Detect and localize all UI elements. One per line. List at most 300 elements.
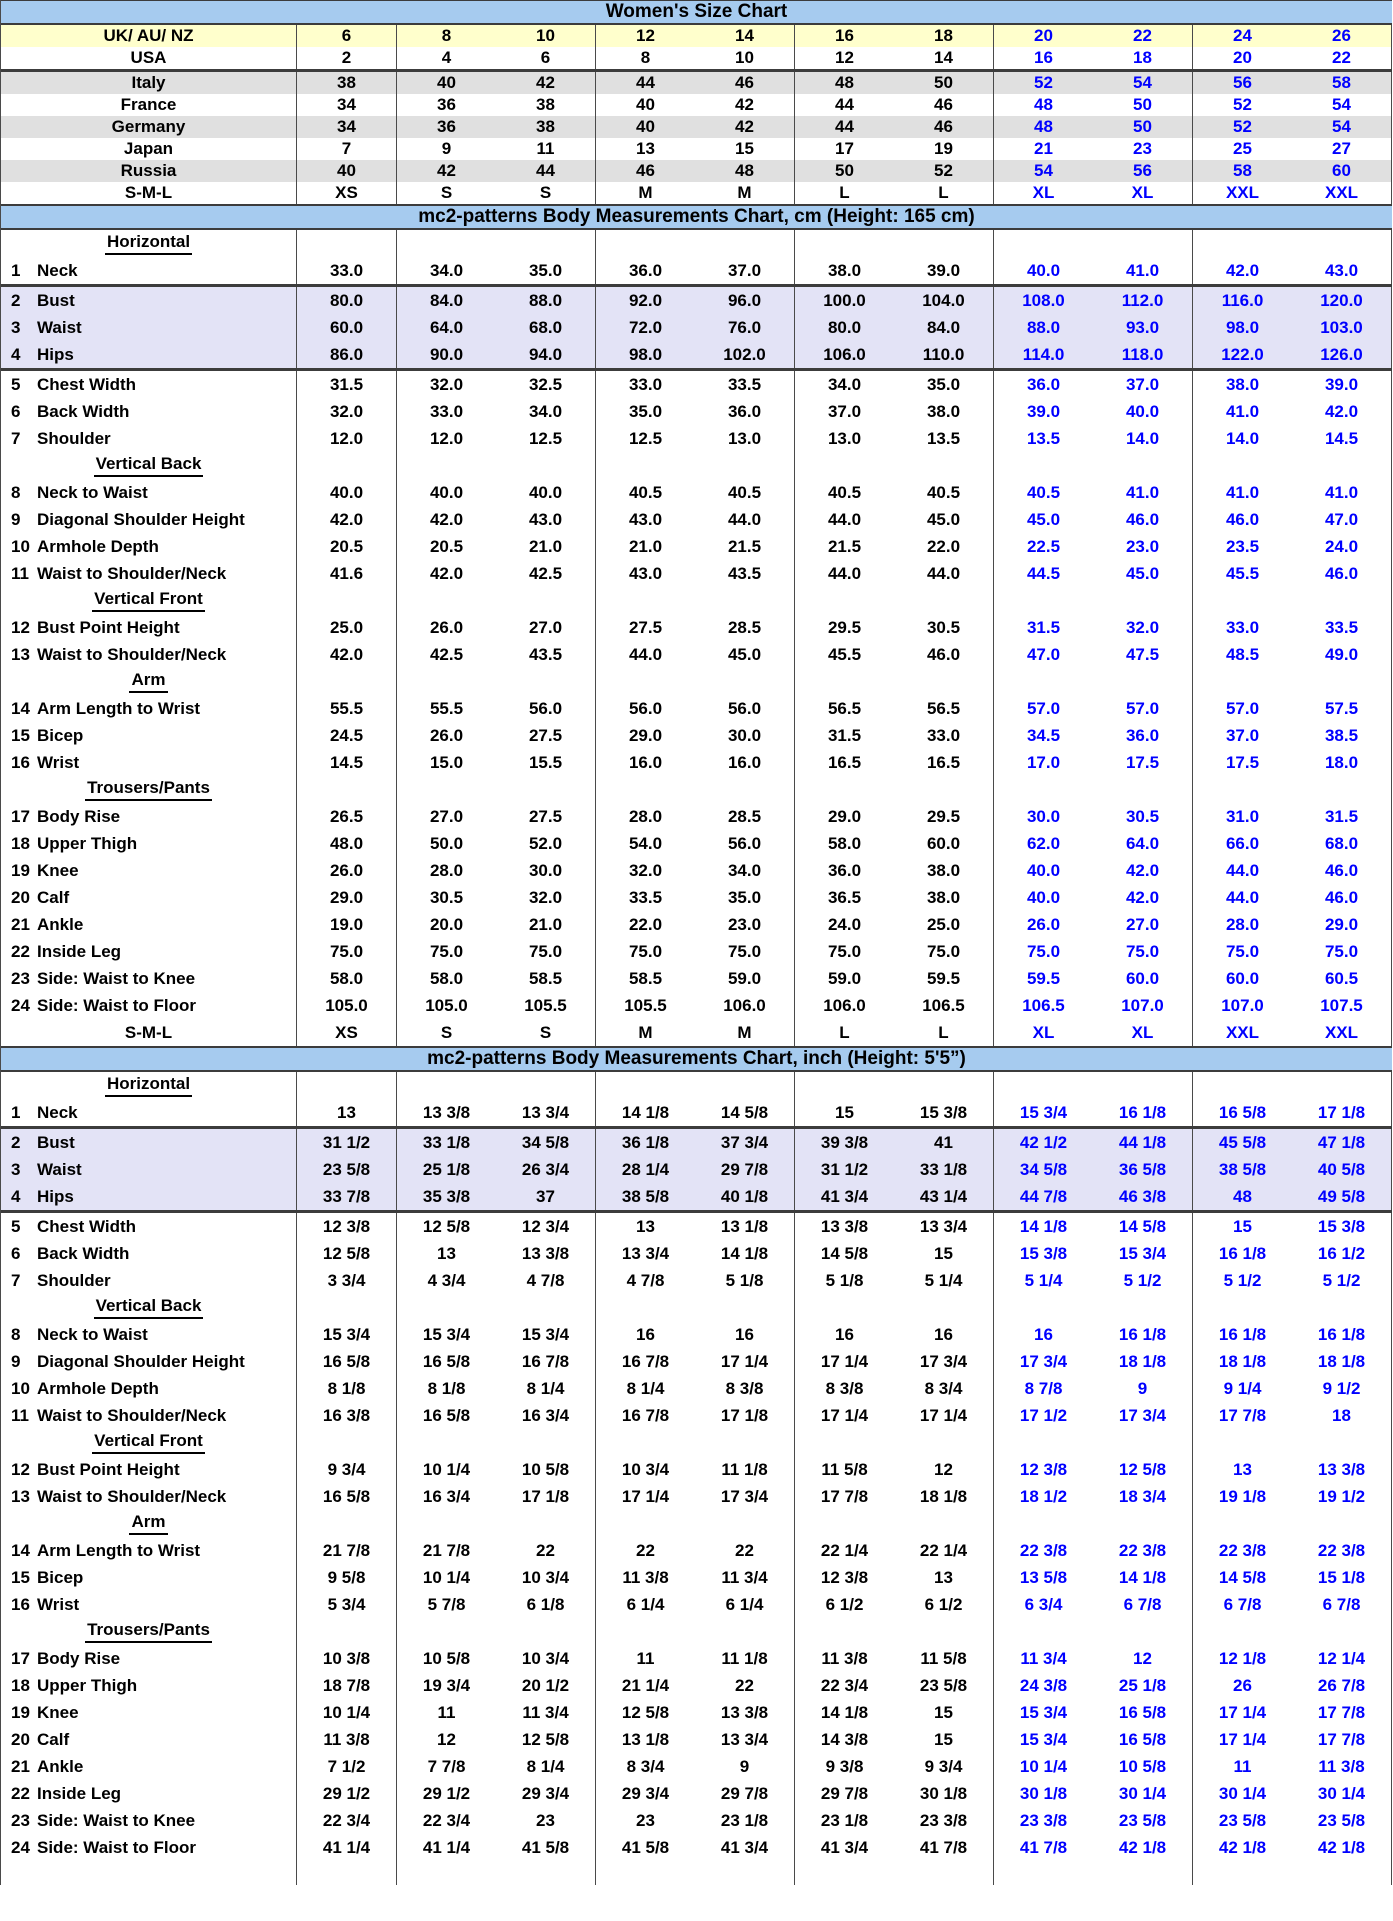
- value-cell: 12: [1093, 1645, 1193, 1672]
- table-row-body-rise: [1, 1645, 1392, 1672]
- value-cell: 13: [636, 139, 655, 158]
- value-cell: [1093, 230, 1193, 257]
- value-cell: [994, 230, 1093, 257]
- table-row-upper-thigh: [1, 1672, 1392, 1699]
- value-cell: 22.0: [894, 533, 994, 560]
- value-cell: 22: [1292, 47, 1392, 69]
- row-label: [1, 1072, 297, 1099]
- row-label-text: Side: Waist to Floor: [37, 995, 196, 1015]
- row-number: 1: [11, 1102, 21, 1122]
- value-cell: [1093, 1510, 1193, 1537]
- value-cell: 42: [496, 72, 596, 94]
- value-cell: 16: [695, 1321, 795, 1348]
- value-cell: 23 1/8: [820, 1810, 869, 1830]
- value-cell: 57.0: [1093, 695, 1193, 722]
- value-cell: 33.0: [894, 722, 994, 749]
- value-cell: 76.0: [695, 314, 795, 341]
- value-cell: 54.0: [628, 833, 663, 853]
- value-cell: 54: [1034, 161, 1053, 180]
- value-cell: 30.0: [496, 857, 596, 884]
- value-cell: 30 1/4: [1093, 1780, 1193, 1807]
- value-cell: 16 5/8: [422, 1405, 471, 1425]
- value-cell: 49 5/8: [1292, 1183, 1392, 1210]
- row-number: 18: [11, 833, 30, 853]
- row-label-text: Arm Length to Wrist: [37, 1540, 201, 1560]
- value-cell: 16 7/8: [621, 1405, 670, 1425]
- value-cell: 114.0: [1022, 344, 1065, 364]
- value-cell: [894, 1072, 994, 1099]
- value-cell: 41 3/4: [695, 1834, 795, 1861]
- table-row-hips: [1, 341, 1392, 371]
- value-cell: 58.5: [496, 965, 596, 992]
- table-row-diagonal-shoulder-height: [1, 506, 1392, 533]
- value-cell: 22.5: [1026, 536, 1061, 556]
- value-cell: [994, 668, 1093, 695]
- value-cell: 106.5: [894, 992, 994, 1019]
- value-cell: 22: [1093, 25, 1193, 47]
- table-row-armhole-depth: [1, 533, 1392, 560]
- value-cell: 15 3/8: [1292, 1213, 1392, 1240]
- table-row-uk-au-nz: [1, 25, 1392, 47]
- row-label: [1, 1213, 297, 1240]
- value-cell: 33 7/8: [297, 1183, 397, 1210]
- value-cell: 37.0: [1225, 725, 1260, 745]
- value-cell: [994, 1618, 1093, 1645]
- table-row-neck: [1, 1099, 1392, 1126]
- value-cell: 44.0: [827, 563, 862, 583]
- value-cell: 41.0: [1093, 479, 1193, 506]
- value-cell: 42.0: [429, 563, 464, 583]
- row-number: 8: [11, 1324, 21, 1344]
- value-cell: 16 1/8: [1218, 1324, 1267, 1344]
- value-cell: 13 3/8: [1292, 1456, 1392, 1483]
- value-cell: 16: [835, 1324, 854, 1344]
- value-cell: [397, 776, 496, 803]
- value-cell: [397, 1618, 496, 1645]
- value-cell: 18: [1292, 1402, 1392, 1429]
- row-label: [1, 116, 297, 138]
- value-cell: [994, 776, 1093, 803]
- value-cell: [397, 587, 496, 614]
- row-number: 22: [11, 941, 30, 961]
- value-cell: 40: [437, 73, 456, 92]
- value-cell: 10 5/8: [422, 1648, 471, 1668]
- value-cell: 24.0: [1292, 533, 1392, 560]
- row-label-text: Neck to Waist: [37, 482, 148, 502]
- row-label-text: Waist: [37, 1159, 82, 1179]
- value-cell: 16: [1034, 1324, 1053, 1344]
- value-cell: 46.0: [894, 641, 994, 668]
- value-cell: 45 5/8: [1218, 1132, 1267, 1152]
- row-number: 24: [11, 1837, 30, 1857]
- value-cell: [994, 1510, 1093, 1537]
- value-cell: 17 1/8: [1292, 1099, 1392, 1126]
- value-cell: 50: [894, 72, 994, 94]
- row-label-text: Bust: [37, 290, 75, 310]
- row-number: 12: [11, 617, 30, 637]
- value-cell: [297, 1861, 397, 1885]
- value-cell: 33.5: [1292, 614, 1392, 641]
- value-cell: XL: [1032, 1022, 1055, 1042]
- section-label: Trousers/Pants: [85, 1620, 212, 1643]
- value-cell: 37.0: [827, 401, 862, 421]
- row-label: [1, 72, 297, 94]
- value-cell: 57.0: [1225, 698, 1260, 718]
- row-label-text: Ankle: [37, 914, 84, 934]
- value-cell: 9 1/2: [1292, 1375, 1392, 1402]
- value-cell: 9: [695, 1753, 795, 1780]
- value-cell: [596, 1429, 695, 1456]
- value-cell: 22 1/4: [820, 1540, 869, 1560]
- row-number: 23: [11, 1810, 30, 1830]
- row-label-text: Upper Thigh: [37, 1675, 138, 1695]
- value-cell: 17 7/8: [1292, 1699, 1392, 1726]
- row-number: 13: [11, 644, 30, 664]
- value-cell: 30 1/4: [1292, 1780, 1392, 1807]
- value-cell: 50: [835, 161, 854, 180]
- value-cell: [695, 1294, 795, 1321]
- row-label: [1, 1699, 297, 1726]
- value-cell: 27.0: [496, 614, 596, 641]
- value-cell: 12 3/8: [820, 1567, 869, 1587]
- value-cell: 44 1/8: [1093, 1129, 1193, 1156]
- value-cell: 23 5/8: [894, 1672, 994, 1699]
- value-cell: 56.0: [496, 695, 596, 722]
- value-cell: 16 5/8: [1093, 1699, 1193, 1726]
- row-number: 11: [11, 563, 29, 583]
- value-cell: 42.0: [1292, 398, 1392, 425]
- value-cell: [1193, 1429, 1292, 1456]
- value-cell: XL: [1032, 183, 1055, 202]
- value-cell: M: [638, 183, 653, 202]
- row-label: [1, 1618, 297, 1645]
- row-label: [1, 641, 297, 668]
- value-cell: [596, 230, 695, 257]
- value-cell: [695, 1861, 795, 1885]
- table-row-vertical-back: [1, 1294, 1392, 1321]
- table-row-side-waist-to-floor: [1, 1834, 1392, 1861]
- row-number: 14: [11, 698, 30, 718]
- value-cell: 9 3/4: [297, 1456, 397, 1483]
- row-label-text: S-M-L: [124, 183, 173, 202]
- value-cell: 11: [636, 1648, 655, 1668]
- row-label: [1, 506, 297, 533]
- value-cell: 18 1/8: [1093, 1348, 1193, 1375]
- value-cell: 16 1/8: [1093, 1099, 1193, 1126]
- value-cell: 18 1/8: [1218, 1351, 1267, 1371]
- table-row-waist-to-shoulder-neck: [1, 1402, 1392, 1429]
- value-cell: 7 1/2: [297, 1753, 397, 1780]
- value-cell: 86.0: [297, 341, 397, 368]
- value-cell: 26.0: [429, 617, 464, 637]
- value-cell: 12.0: [297, 425, 397, 452]
- row-label-text: UK/ AU/ NZ: [103, 26, 194, 45]
- value-cell: [496, 452, 596, 479]
- value-cell: 13 3/8: [695, 1699, 795, 1726]
- value-cell: 45.5: [827, 644, 862, 664]
- value-cell: [1292, 452, 1392, 479]
- value-cell: 36.0: [695, 398, 795, 425]
- value-cell: 19 3/4: [422, 1675, 471, 1695]
- value-cell: [795, 230, 894, 257]
- value-cell: [894, 1618, 994, 1645]
- value-cell: 17 1/4: [621, 1486, 670, 1506]
- value-cell: S: [440, 1022, 453, 1042]
- row-label: [1, 1483, 297, 1510]
- row-label-text: Waist to Shoulder/Neck: [37, 1486, 227, 1506]
- value-cell: 29.5: [827, 617, 862, 637]
- value-cell: 17 1/4: [894, 1402, 994, 1429]
- table-row-s-m-l: [1, 1019, 1392, 1046]
- value-cell: 38.0: [894, 398, 994, 425]
- value-cell: [1193, 1294, 1292, 1321]
- row-number: 20: [11, 1729, 30, 1749]
- value-cell: 21 7/8: [422, 1540, 471, 1560]
- value-cell: [695, 1429, 795, 1456]
- value-cell: 12 5/8: [297, 1240, 397, 1267]
- row-number: 2: [11, 1132, 21, 1152]
- value-cell: 8: [640, 48, 651, 67]
- table-row-back-width: [1, 1240, 1392, 1267]
- value-cell: 23: [496, 1807, 596, 1834]
- value-cell: 23 5/8: [1218, 1810, 1267, 1830]
- value-cell: 14.5: [297, 749, 397, 776]
- value-cell: 27.5: [628, 617, 663, 637]
- value-cell: 8 1/8: [427, 1378, 466, 1398]
- value-cell: 44: [636, 73, 655, 92]
- table-row-neck: [1, 257, 1392, 284]
- table-row-knee: [1, 857, 1392, 884]
- value-cell: 35.0: [894, 371, 994, 398]
- row-number: 19: [11, 1702, 30, 1722]
- value-cell: 13 3/8: [496, 1240, 596, 1267]
- value-cell: 15.0: [429, 752, 464, 772]
- value-cell: 8 7/8: [1024, 1378, 1063, 1398]
- value-cell: [1292, 587, 1392, 614]
- table-row-waist: [1, 314, 1392, 341]
- value-cell: 116.0: [1221, 290, 1264, 310]
- row-number: 9: [11, 1351, 21, 1371]
- row-number: 15: [11, 1567, 30, 1587]
- value-cell: S: [496, 182, 596, 204]
- value-cell: 35.0: [628, 401, 663, 421]
- value-cell: 20.0: [429, 914, 464, 934]
- value-cell: [795, 776, 894, 803]
- value-cell: 17.0: [1026, 752, 1061, 772]
- value-cell: 50.0: [429, 833, 464, 853]
- table-row-bust: [1, 284, 1392, 314]
- value-cell: 11 3/8: [297, 1726, 397, 1753]
- value-cell: 80.0: [297, 287, 397, 314]
- value-cell: 40.5: [894, 479, 994, 506]
- value-cell: 15 3/4: [422, 1324, 471, 1344]
- table-row-bust-point-height: [1, 1456, 1392, 1483]
- value-cell: 42.0: [429, 509, 464, 529]
- table-row-horizontal: [1, 1072, 1392, 1099]
- value-cell: 9: [1093, 1375, 1193, 1402]
- value-cell: M: [695, 1019, 795, 1046]
- value-cell: [994, 587, 1093, 614]
- value-cell: [695, 452, 795, 479]
- value-cell: [894, 776, 994, 803]
- value-cell: 45.0: [695, 641, 795, 668]
- table-row-vertical-front: [1, 587, 1392, 614]
- value-cell: 98.0: [628, 344, 663, 364]
- value-cell: 84.0: [894, 314, 994, 341]
- value-cell: [1093, 776, 1193, 803]
- row-number: 19: [11, 860, 30, 880]
- value-cell: 17.5: [1093, 749, 1193, 776]
- value-cell: 23 1/8: [695, 1807, 795, 1834]
- value-cell: 49.0: [1292, 641, 1392, 668]
- row-label: [1, 1429, 297, 1456]
- value-cell: 88.0: [496, 287, 596, 314]
- value-cell: [496, 587, 596, 614]
- value-cell: 14: [695, 25, 795, 47]
- row-label-text: Waist: [37, 317, 82, 337]
- value-cell: 45.0: [894, 506, 994, 533]
- row-label: [1, 1294, 297, 1321]
- value-cell: 34.5: [1026, 725, 1061, 745]
- value-cell: 39.0: [1026, 401, 1061, 421]
- value-cell: 42.0: [297, 641, 397, 668]
- value-cell: 15 3/8: [894, 1099, 994, 1126]
- value-cell: 16 1/8: [1218, 1243, 1267, 1263]
- value-cell: 22 3/4: [422, 1810, 471, 1830]
- value-cell: 98.0: [1225, 317, 1260, 337]
- value-cell: [894, 1861, 994, 1885]
- value-cell: 29.0: [1292, 911, 1392, 938]
- value-cell: 38.0: [894, 857, 994, 884]
- value-cell: 88.0: [1026, 317, 1061, 337]
- value-cell: 126.0: [1292, 341, 1392, 368]
- value-cell: 8 3/8: [695, 1375, 795, 1402]
- value-cell: [397, 668, 496, 695]
- value-cell: 23 5/8: [297, 1156, 397, 1183]
- table-row-usa: [1, 47, 1392, 72]
- row-number: 21: [11, 914, 30, 934]
- value-cell: [397, 1861, 496, 1885]
- value-cell: 24.0: [827, 914, 862, 934]
- value-cell: 56.0: [695, 830, 795, 857]
- value-cell: [496, 668, 596, 695]
- table-row-chest-width: [1, 1213, 1392, 1240]
- value-cell: 47.0: [1292, 506, 1392, 533]
- value-cell: 15: [894, 1699, 994, 1726]
- value-cell: 9 1/4: [1223, 1378, 1262, 1398]
- value-cell: 22: [695, 1537, 795, 1564]
- value-cell: 41.0: [1093, 257, 1193, 284]
- row-label: [1, 398, 297, 425]
- value-cell: 6 7/8: [1093, 1591, 1193, 1618]
- table-row-italy: [1, 72, 1392, 94]
- value-cell: 40.5: [695, 479, 795, 506]
- table-row-ankle: [1, 911, 1392, 938]
- value-cell: [795, 1294, 894, 1321]
- value-cell: 32.5: [496, 371, 596, 398]
- value-cell: 3 3/4: [297, 1267, 397, 1294]
- value-cell: 11 3/4: [695, 1564, 795, 1591]
- value-cell: [795, 1429, 894, 1456]
- value-cell: 13: [437, 1243, 456, 1263]
- row-label-text: Shoulder: [37, 428, 111, 448]
- value-cell: 62.0: [1026, 833, 1061, 853]
- row-label-text: Germany: [111, 117, 186, 136]
- value-cell: 42 1/8: [1218, 1837, 1267, 1857]
- value-cell: [994, 452, 1093, 479]
- inch-measurements-table: [1, 1072, 1392, 1885]
- row-label: [1, 1726, 297, 1753]
- value-cell: 22: [496, 1537, 596, 1564]
- row-number: 15: [11, 725, 30, 745]
- value-cell: 43 1/4: [894, 1183, 994, 1210]
- row-number: 7: [11, 1270, 21, 1290]
- value-cell: 34.0: [695, 857, 795, 884]
- table-row-russia: [1, 160, 1392, 182]
- value-cell: 12: [835, 48, 854, 67]
- value-cell: [496, 776, 596, 803]
- value-cell: [1193, 1072, 1292, 1099]
- value-cell: 14.0: [1225, 428, 1260, 448]
- value-cell: 46.0: [1292, 560, 1392, 587]
- row-label: [1, 992, 297, 1019]
- value-cell: 17 3/4: [1093, 1402, 1193, 1429]
- row-number: 17: [11, 806, 30, 826]
- value-cell: 6 7/8: [1292, 1591, 1392, 1618]
- value-cell: 41.0: [1225, 401, 1260, 421]
- value-cell: [894, 230, 994, 257]
- value-cell: 75.0: [1225, 941, 1260, 961]
- table-row-trousers-pants: [1, 776, 1392, 803]
- value-cell: 14 1/8: [1093, 1564, 1193, 1591]
- value-cell: 13: [1233, 1459, 1252, 1479]
- value-cell: [894, 1510, 994, 1537]
- value-cell: 17 1/8: [496, 1483, 596, 1510]
- value-cell: 24: [1233, 26, 1252, 45]
- row-label: [1, 1834, 297, 1861]
- table-row-waist-to-shoulder-neck: [1, 1483, 1392, 1510]
- row-label: [1, 479, 297, 506]
- value-cell: [297, 452, 397, 479]
- value-cell: [1093, 1618, 1193, 1645]
- table-row-neck-to-waist: [1, 1321, 1392, 1348]
- value-cell: 107.5: [1292, 992, 1392, 1019]
- row-number: 5: [11, 374, 21, 394]
- value-cell: 21 7/8: [297, 1537, 397, 1564]
- value-cell: 56.5: [894, 695, 994, 722]
- value-cell: [496, 1618, 596, 1645]
- value-cell: 4 7/8: [626, 1270, 665, 1290]
- value-cell: 43.5: [496, 641, 596, 668]
- value-cell: 41 3/4: [820, 1837, 869, 1857]
- table-row-bicep: [1, 722, 1392, 749]
- value-cell: 16 1/2: [1292, 1240, 1392, 1267]
- value-cell: 105.5: [496, 992, 596, 1019]
- value-cell: 16 5/8: [422, 1351, 471, 1371]
- value-cell: 29 3/4: [496, 1780, 596, 1807]
- value-cell: [297, 668, 397, 695]
- value-cell: 38.5: [1292, 722, 1392, 749]
- value-cell: 52: [1233, 117, 1252, 136]
- value-cell: [297, 1294, 397, 1321]
- value-cell: 12.0: [429, 428, 464, 448]
- value-cell: XXL: [1292, 182, 1392, 204]
- value-cell: 12 3/8: [1019, 1459, 1068, 1479]
- value-cell: [1292, 230, 1392, 257]
- value-cell: 106.0: [695, 992, 795, 1019]
- value-cell: 6 1/2: [825, 1594, 864, 1614]
- value-cell: 13.0: [827, 428, 862, 448]
